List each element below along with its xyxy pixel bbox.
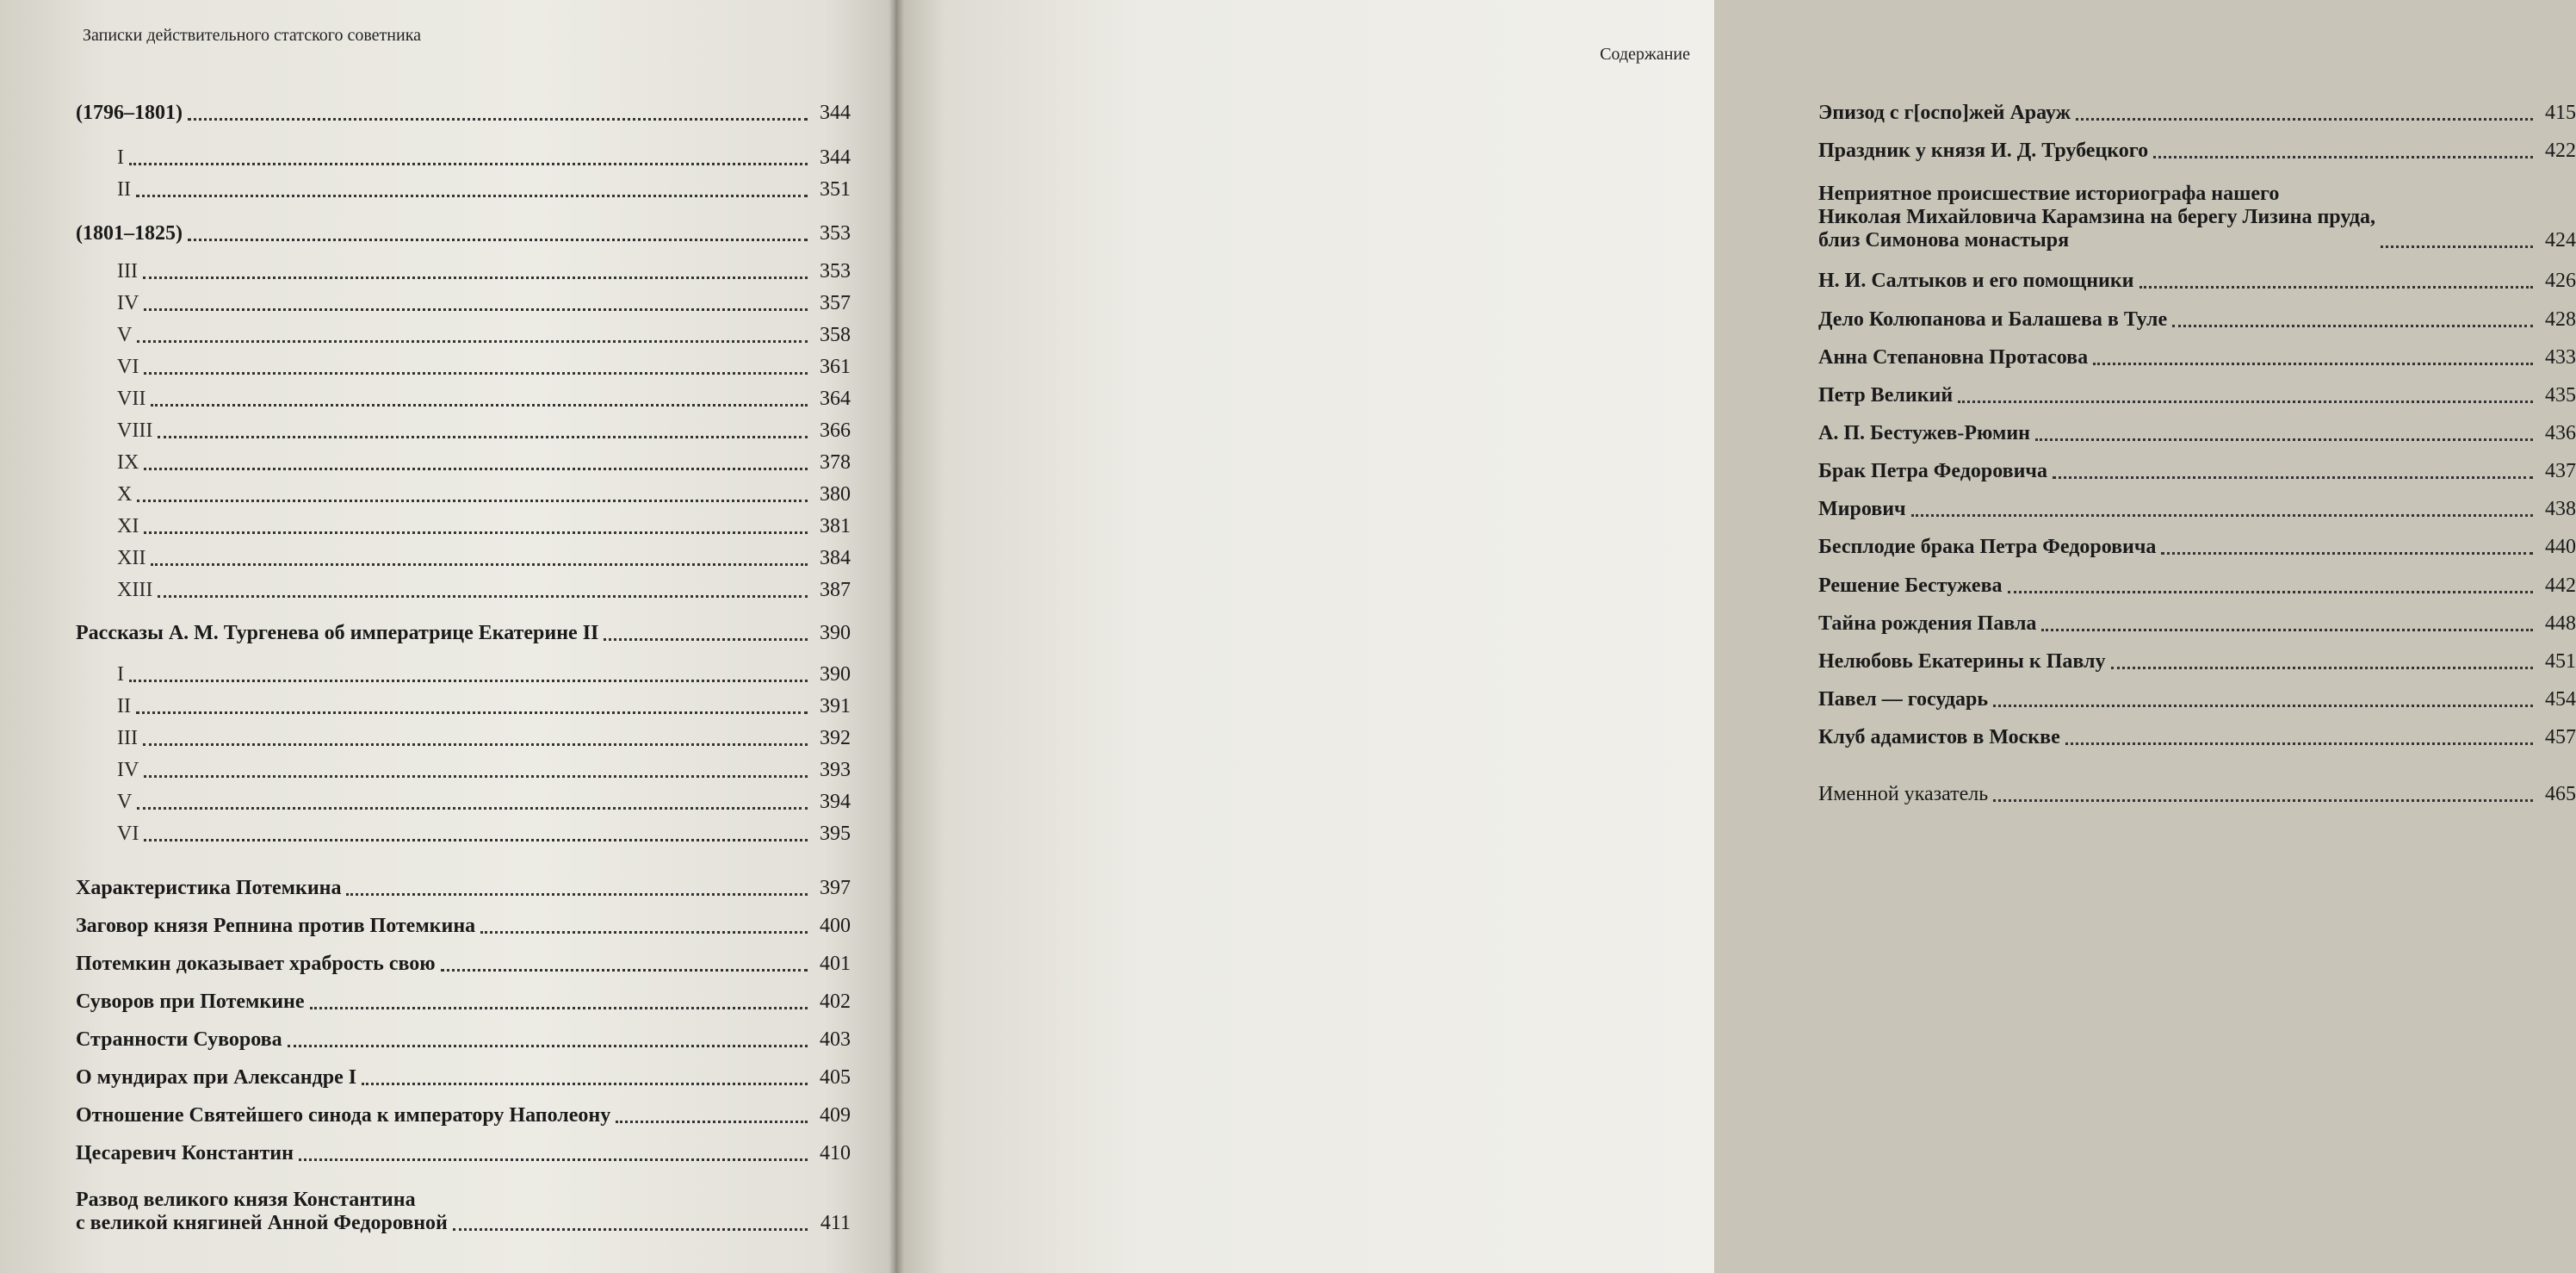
toc-entry-page: 392 — [820, 727, 851, 749]
dot-leader — [2041, 628, 2533, 631]
toc-entry-page: 437 — [2545, 460, 2576, 482]
toc-entry — [1818, 574, 2576, 598]
toc-entry-page: 344 — [820, 146, 851, 169]
toc-entry — [76, 102, 851, 125]
dot-leader — [1993, 798, 2533, 802]
toc-entry — [76, 877, 851, 900]
dot-leader — [1993, 704, 2533, 707]
toc-entry-page: 411 — [820, 1212, 851, 1234]
toc-entry-title: Петр Великий — [1818, 384, 1954, 407]
toc-entry-title: Анна Степановна Протасова — [1818, 346, 2089, 369]
toc-entry — [76, 791, 851, 814]
toc-entry — [76, 483, 851, 506]
toc-entry-title: Брак Петра Федоровича — [1818, 460, 2047, 482]
toc-entry-page: 424 — [2545, 229, 2576, 251]
toc-entry-title: V — [117, 791, 133, 813]
dot-leader — [2139, 285, 2533, 289]
toc-entry-page: 402 — [820, 990, 851, 1013]
toc-entry — [1818, 422, 2576, 445]
dot-leader — [1958, 400, 2533, 403]
dot-leader — [137, 339, 808, 343]
toc-entry-title: XII — [117, 547, 146, 569]
toc-entry-title: Тайна рождения Павла — [1818, 612, 2037, 635]
toc-entry-title: О мундирах при Александре I — [76, 1066, 357, 1089]
dot-leader — [2153, 155, 2533, 158]
dot-leader — [129, 162, 808, 165]
toc-entry-page: 442 — [2545, 574, 2576, 597]
toc-entry — [1818, 384, 2576, 407]
toc-entry-title: Мирович — [1818, 498, 1906, 520]
dot-leader — [144, 307, 808, 311]
dot-leader — [151, 562, 808, 566]
toc-entry-title: III — [117, 727, 138, 749]
toc-entry-title: VII — [117, 388, 146, 410]
dot-leader — [144, 467, 808, 470]
toc-entry — [1818, 783, 2576, 806]
left-page — [0, 0, 895, 1273]
dot-leader — [346, 892, 808, 896]
dot-leader — [299, 1158, 808, 1161]
toc-entry — [76, 953, 851, 976]
toc-entry — [76, 292, 851, 315]
toc-entry-page: 384 — [820, 547, 851, 569]
toc-entry — [76, 727, 851, 750]
dot-leader — [616, 1120, 808, 1123]
toc-left — [76, 0, 851, 1273]
dot-leader — [453, 1227, 808, 1231]
toc-entry-title: Нелюбовь Екатерины к Павлу — [1818, 650, 2106, 673]
toc-entry-page: 353 — [820, 260, 851, 283]
toc-entry — [76, 1104, 851, 1127]
toc-entry — [1818, 308, 2576, 332]
toc-entry-title: XIII — [117, 579, 153, 601]
dot-leader — [310, 1006, 808, 1009]
toc-entry-title: Потемкин доказывает храбрость свою — [76, 953, 436, 975]
dot-leader — [144, 838, 808, 841]
toc-entry-title: IV — [117, 292, 139, 314]
toc-entry-page: 440 — [2545, 536, 2576, 558]
toc-entry-page: 465 — [2545, 783, 2576, 805]
dot-leader — [188, 238, 808, 241]
toc-entry-title: VI — [117, 823, 139, 845]
toc-entry-title: Бесплодие брака Петра Федоровича — [1818, 536, 2157, 558]
toc-entry-page: 415 — [2545, 102, 2576, 124]
toc-entry-page: 344 — [820, 102, 851, 124]
dot-leader — [2035, 438, 2533, 441]
toc-entry-page: 428 — [2545, 308, 2576, 331]
toc-entry-page: 381 — [820, 515, 851, 537]
toc-entry-page: 454 — [2545, 688, 2576, 711]
toc-entry — [1818, 536, 2576, 559]
toc-entry-title: Странности Суворова — [76, 1028, 282, 1051]
toc-entry-title: V — [117, 324, 133, 346]
dot-leader — [129, 679, 808, 682]
toc-entry — [1818, 183, 2576, 252]
toc-entry — [1818, 688, 2576, 711]
toc-entry — [76, 759, 851, 782]
dot-leader — [2381, 245, 2533, 248]
dot-leader — [2076, 117, 2533, 121]
dot-leader — [144, 531, 808, 534]
dot-leader — [1911, 513, 2533, 517]
toc-entry-page: 378 — [820, 451, 851, 474]
toc-entry-title: Именной указатель — [1818, 783, 1989, 805]
dot-leader — [2161, 551, 2533, 555]
toc-entry-title: I — [117, 146, 124, 169]
toc-entry — [76, 1066, 851, 1090]
toc-entry — [76, 451, 851, 475]
running-head-left: Записки действительного статского советника — [83, 26, 421, 45]
dot-leader — [480, 930, 808, 934]
toc-entry-title: Дело Колюпанова и Балашева в Туле — [1818, 308, 2168, 331]
toc-entry-title: Праздник у князя И. Д. Трубецкого — [1818, 140, 2149, 162]
toc-entry-page: 400 — [820, 915, 851, 937]
toc-entry-page: 403 — [820, 1028, 851, 1051]
running-head-right: Содержание — [1600, 45, 1690, 64]
toc-entry-page: 357 — [820, 292, 851, 314]
dot-leader — [288, 1044, 808, 1047]
toc-entry-page: 401 — [820, 953, 851, 975]
toc-entry — [76, 260, 851, 283]
toc-entry — [1818, 650, 2576, 674]
toc-right — [1818, 0, 2576, 1273]
toc-entry-title: VIII — [117, 419, 153, 442]
toc-entry-page: 451 — [2545, 650, 2576, 673]
toc-entry — [1818, 270, 2576, 293]
toc-entry-page: 448 — [2545, 612, 2576, 635]
toc-entry-title: II — [117, 695, 131, 717]
toc-entry — [1818, 140, 2576, 163]
toc-entry — [1818, 346, 2576, 369]
dot-leader — [2172, 324, 2533, 327]
toc-entry-page: 390 — [820, 663, 851, 686]
toc-entry — [1818, 612, 2576, 636]
toc-entry-page: 433 — [2545, 346, 2576, 369]
right-page — [895, 0, 2576, 1273]
dot-leader — [604, 637, 808, 641]
toc-entry-title: Эпизод с г[оспо]жей Арауж — [1818, 102, 2071, 124]
toc-entry-page: 405 — [820, 1066, 851, 1089]
toc-entry — [76, 915, 851, 938]
toc-entry-page: 366 — [820, 419, 851, 442]
toc-entry-page: 457 — [2545, 726, 2576, 748]
toc-entry — [76, 515, 851, 538]
toc-entry — [76, 663, 851, 686]
toc-entry-page: 436 — [2545, 422, 2576, 444]
toc-entry-title: Павел — государь — [1818, 688, 1989, 711]
toc-entry — [76, 388, 851, 411]
toc-entry — [76, 324, 851, 347]
dot-leader — [362, 1082, 808, 1085]
toc-entry — [76, 695, 851, 718]
toc-entry-page: 380 — [820, 483, 851, 506]
toc-entry-title: X — [117, 483, 133, 506]
toc-entry-page: 387 — [820, 579, 851, 601]
toc-entry — [76, 178, 851, 202]
toc-entry-title: Цесаревич Константин — [76, 1142, 294, 1164]
toc-entry-title: А. П. Бестужев-Рюмин — [1818, 422, 2030, 444]
toc-entry — [76, 579, 851, 602]
dot-leader — [2065, 742, 2533, 745]
toc-entry-title: Заговор князя Репнина против Потемкина — [76, 915, 476, 937]
dot-leader — [158, 435, 808, 438]
toc-entry-title: (1801–1825) — [76, 222, 183, 245]
toc-entry-page: 351 — [820, 178, 851, 201]
toc-entry-title: Решение Бестужева — [1818, 574, 2003, 597]
toc-entry-title: IX — [117, 451, 139, 474]
toc-entry-page: 393 — [820, 759, 851, 781]
dot-leader — [2093, 362, 2533, 365]
toc-entry — [76, 222, 851, 245]
toc-entry-page: 391 — [820, 695, 851, 717]
toc-entry-page: 409 — [820, 1104, 851, 1127]
dot-leader — [137, 499, 808, 502]
toc-entry — [76, 146, 851, 170]
toc-entry-title: Характеристика Потемкина — [76, 877, 342, 899]
book-spine — [889, 0, 904, 1273]
toc-entry-page: 426 — [2545, 270, 2576, 292]
toc-entry-title: Развод великого князя Константина с великой княгиней Анной Федоровной — [76, 1189, 448, 1234]
toc-entry — [76, 622, 851, 645]
toc-entry — [76, 990, 851, 1014]
toc-entry-page: 438 — [2545, 498, 2576, 520]
toc-entry-page: 353 — [820, 222, 851, 245]
toc-entry-title: Н. И. Салтыков и его помощники — [1818, 270, 2134, 292]
dot-leader — [441, 968, 808, 972]
dot-leader — [158, 594, 808, 598]
dot-leader — [2008, 590, 2533, 593]
toc-entry — [76, 547, 851, 570]
toc-entry-page: 435 — [2545, 384, 2576, 407]
toc-entry — [76, 823, 851, 846]
toc-entry-page: 361 — [820, 356, 851, 378]
dot-leader — [143, 276, 808, 279]
toc-entry — [1818, 726, 2576, 749]
toc-entry-title: I — [117, 663, 124, 686]
toc-entry — [1818, 102, 2576, 125]
toc-entry — [76, 1189, 851, 1235]
toc-entry — [1818, 460, 2576, 483]
toc-entry-title: Отношение Святейшего синода к императору Наполеону — [76, 1104, 611, 1127]
toc-entry — [76, 1028, 851, 1052]
dot-leader — [2053, 475, 2533, 479]
toc-entry-title: II — [117, 178, 131, 201]
toc-entry — [76, 419, 851, 443]
dot-leader — [144, 371, 808, 375]
dot-leader — [144, 774, 808, 778]
dot-leader — [143, 742, 808, 746]
dot-leader — [136, 711, 808, 714]
toc-entry-page: 364 — [820, 388, 851, 410]
toc-entry-title: IV — [117, 759, 139, 781]
toc-entry — [76, 356, 851, 379]
toc-entry-title: Клуб адамистов в Москве — [1818, 726, 2060, 748]
toc-entry-title: VI — [117, 356, 139, 378]
toc-entry-page: 390 — [820, 622, 851, 644]
toc-entry-title: Суворов при Потемкине — [76, 990, 305, 1013]
toc-entry-title: XI — [117, 515, 139, 537]
toc-entry-title: Неприятное происшествие историографа нашего Николая Михайловича Карамзина на берегу Лизина пруда, близ Симонова монастыря — [1818, 183, 2375, 251]
toc-entry-title: (1796–1801) — [76, 102, 183, 124]
dot-leader — [188, 117, 808, 121]
toc-entry — [76, 1142, 851, 1165]
toc-entry-page: 358 — [820, 324, 851, 346]
dot-leader — [2111, 666, 2533, 669]
toc-entry-page: 397 — [820, 877, 851, 899]
toc-entry-page: 395 — [820, 823, 851, 845]
toc-entry-title: Рассказы А. М. Тургенева об императрице Екатерине II — [76, 622, 599, 644]
dot-leader — [151, 403, 808, 407]
dot-leader — [136, 194, 808, 197]
dot-leader — [137, 806, 808, 810]
toc-entry-title: III — [117, 260, 138, 283]
toc-entry — [1818, 498, 2576, 521]
toc-entry-page: 394 — [820, 791, 851, 813]
toc-entry-page: 410 — [820, 1142, 851, 1164]
toc-entry-page: 422 — [2545, 140, 2576, 162]
